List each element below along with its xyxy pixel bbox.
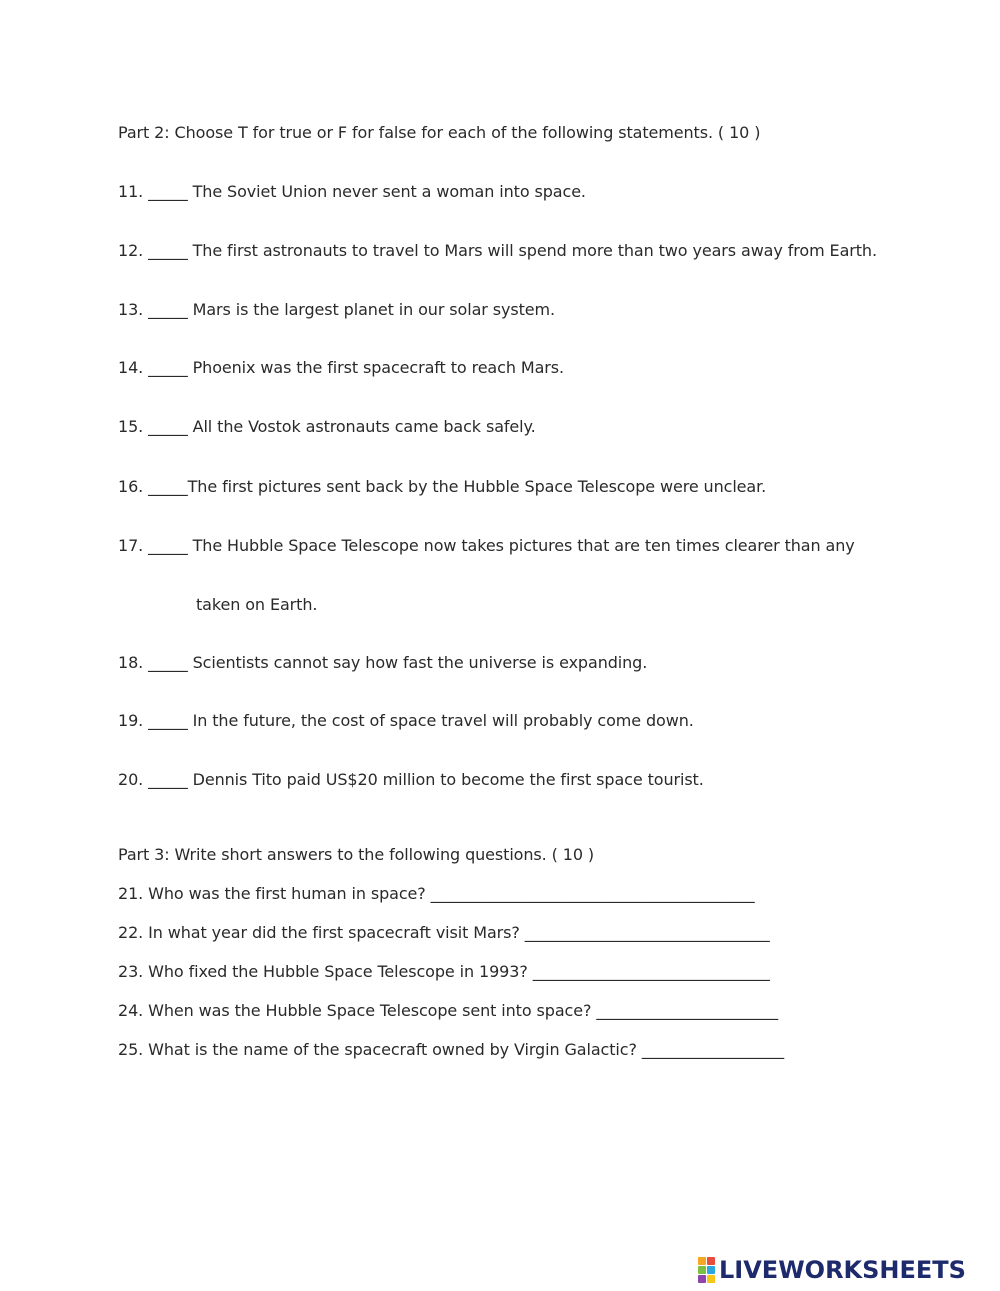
liveworksheets-logo [698, 1256, 966, 1284]
statement-17: 17. _____ The Hubble Space Telescope now takes pictures that are ten times clearer than any [118, 536, 855, 555]
question-22: 22. In what year did the first spacecraft visit Mars? _______________________________ [118, 923, 770, 942]
part3-heading: Part 3: Write short answers to the following questions. ( 10 ) [118, 845, 595, 864]
statement-17-continued: taken on Earth. [196, 595, 318, 614]
statement-12: 12. _____ The first astronauts to travel to Mars will spend more than two years away from Earth. [118, 241, 877, 260]
logo-square [698, 1266, 706, 1274]
statement-20: 20. _____ Dennis Tito paid US$20 million to become the first space tourist. [118, 770, 704, 789]
statement-16: 16. _____The first pictures sent back by the Hubble Space Telescope were unclear. [118, 477, 767, 496]
statement-13: 13. _____ Mars is the largest planet in our solar system. [118, 300, 555, 319]
question-21: 21. Who was the first human in space? _________________________________________ [118, 884, 755, 903]
logo-square [698, 1275, 706, 1283]
logo-text: LIVEWORKSHEETS [719, 1256, 966, 1284]
logo-square [707, 1257, 715, 1265]
statement-14: 14. _____ Phoenix was the first spacecraft to reach Mars. [118, 358, 564, 377]
part2-heading: Part 2: Choose T for true or F for false for each of the following statements. ( 10 ) [118, 123, 761, 142]
question-24: 24. When was the Hubble Space Telescope sent into space? _______________________ [118, 1001, 779, 1020]
logo-square [707, 1266, 715, 1274]
logo-squares-icon [698, 1257, 715, 1283]
statement-15: 15. _____ All the Vostok astronauts came back safely. [118, 417, 536, 436]
logo-square [707, 1275, 715, 1283]
statement-11: 11. _____ The Soviet Union never sent a woman into space. [118, 182, 586, 201]
logo-square [698, 1257, 706, 1265]
question-23: 23. Who fixed the Hubble Space Telescope in 1993? ______________________________ [118, 962, 770, 981]
question-25: 25. What is the name of the spacecraft owned by Virgin Galactic? __________________ [118, 1040, 785, 1059]
statement-19: 19. _____ In the future, the cost of space travel will probably come down. [118, 711, 694, 730]
statement-18: 18. _____ Scientists cannot say how fast the universe is expanding. [118, 653, 648, 672]
